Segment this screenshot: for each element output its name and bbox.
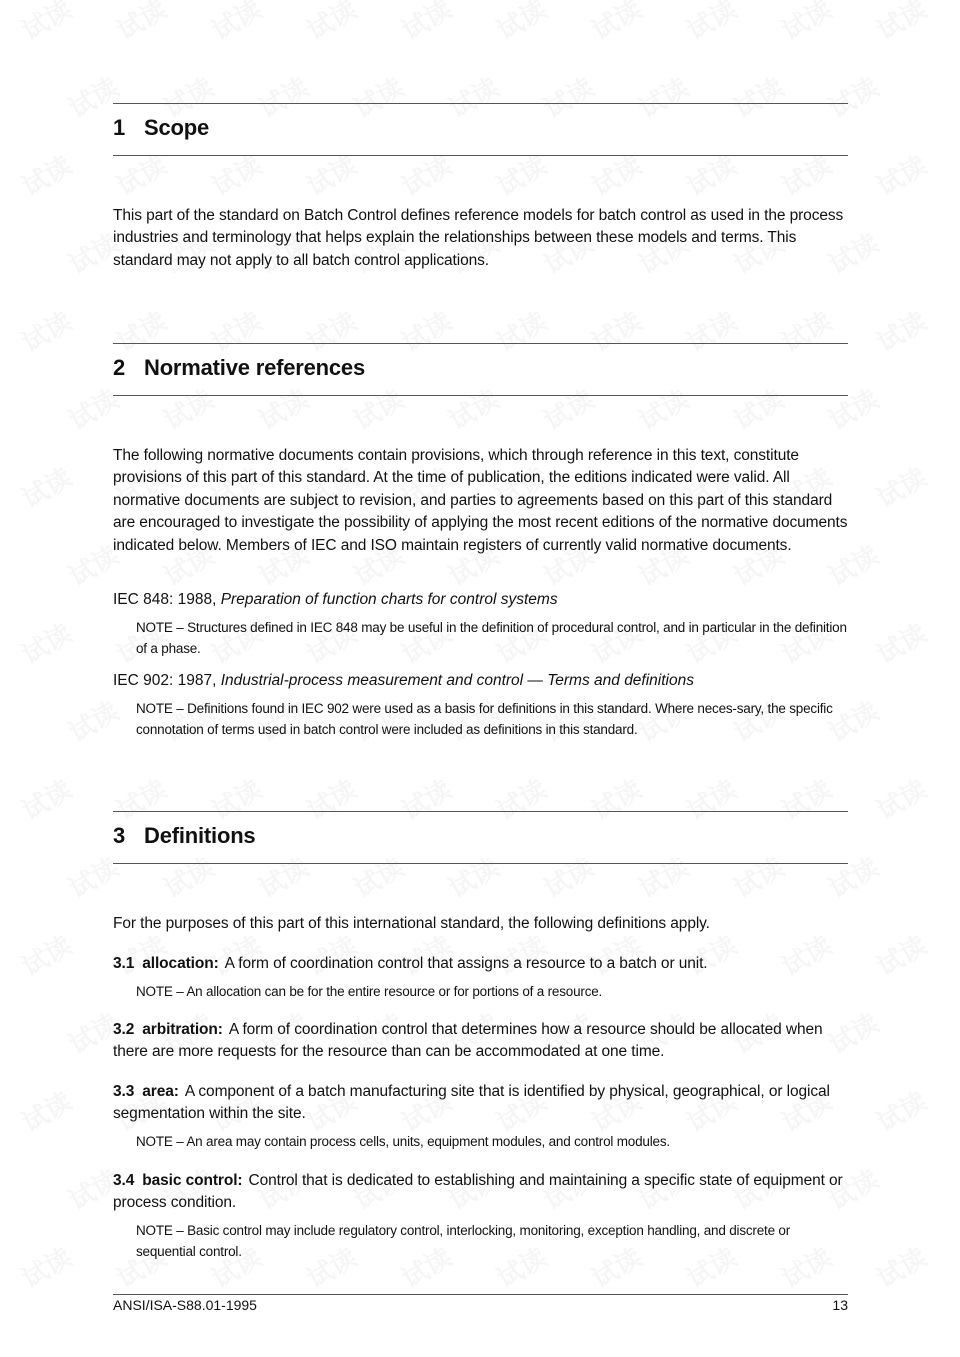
watermark-text	[14, 301, 78, 359]
watermark-text	[489, 0, 553, 48]
footer-doc-id: ANSI/ISA-S88.01-1995	[113, 1297, 257, 1313]
definition-allocation	[113, 953, 848, 975]
watermark-text	[394, 769, 458, 827]
section-rule-bottom	[113, 395, 848, 396]
watermark-text	[346, 379, 410, 437]
section-rule-top	[113, 103, 848, 104]
section-number: 1	[113, 115, 126, 140]
definition-term: arbitration:	[142, 1021, 223, 1038]
watermark-text	[61, 691, 125, 749]
watermark-text	[869, 1081, 933, 1139]
watermark-text	[299, 301, 363, 359]
watermark-text	[251, 379, 315, 437]
definition-text: A component of a batch manufacturing site that is identified by physical, geographical, or logical segmentation within the site.	[113, 1083, 830, 1123]
definition-arbitration	[113, 1019, 848, 1064]
reference-id: IEC 848: 1988,	[113, 591, 221, 608]
watermark-text	[109, 769, 173, 827]
watermark-text	[869, 613, 933, 671]
definition-term: allocation:	[142, 955, 219, 972]
watermark-text	[631, 847, 695, 905]
watermark-text	[299, 0, 363, 48]
footer-rule	[113, 1294, 848, 1295]
section-rule-top	[113, 343, 848, 344]
watermark-text	[774, 0, 838, 48]
definition-text: Control that is dedicated to establishing and maintaining a specific state of equipment or process condition.	[113, 1172, 843, 1212]
watermark-text	[536, 379, 600, 437]
watermark-text	[251, 847, 315, 905]
definition-note: NOTE – An allocation can be for the entire resource or for portions of a resource.	[136, 984, 603, 999]
definition-number: 3.1	[113, 955, 135, 972]
watermark-text	[14, 0, 78, 48]
watermark-text	[774, 301, 838, 359]
watermark-text	[346, 847, 410, 905]
reference-title: Industrial-process measurement and control — Terms and definitions	[220, 672, 694, 689]
watermark-text	[869, 0, 933, 48]
watermark-text	[869, 457, 933, 515]
reference-note: NOTE – Definitions found in IEC 902 were used as a basis for definitions in this standard. Where neces-sary, the specific connotation of terms used in batch control were included as definitions in this standard.	[136, 701, 833, 737]
watermark-text	[584, 0, 648, 48]
reference-iec-848	[113, 589, 848, 611]
watermark-text	[109, 0, 173, 48]
watermark-text	[204, 301, 268, 359]
reference-iec-902	[113, 670, 848, 692]
section-rule-bottom	[113, 863, 848, 864]
definition-text: A form of coordination control that assigns a resource to a batch or unit.	[224, 955, 708, 972]
watermark-text	[631, 379, 695, 437]
watermark-text	[204, 0, 268, 48]
watermark-text	[536, 847, 600, 905]
watermark-text	[346, 67, 410, 125]
reference-note: NOTE – Structures defined in IEC 848 may be useful in the definition of procedural control, and in particular in the definition of a phase.	[136, 620, 847, 656]
watermark-text	[394, 301, 458, 359]
section-number: 3	[113, 823, 126, 848]
watermark-text	[156, 379, 220, 437]
watermark-text	[821, 67, 885, 125]
section-title: Scope	[144, 115, 210, 140]
definitions-intro: For the purposes of this part of this international standard, the following definitions apply.	[113, 915, 710, 932]
section-heading-definitions	[113, 823, 255, 849]
watermark-text	[869, 1237, 933, 1295]
watermark-text	[109, 301, 173, 359]
watermark-text	[14, 145, 78, 203]
reference-id: IEC 902: 1987,	[113, 672, 221, 689]
definition-term: basic control:	[142, 1172, 243, 1189]
watermark-text	[821, 379, 885, 437]
watermark-text	[14, 1081, 78, 1139]
watermark-text	[14, 613, 78, 671]
scope-paragraph: This part of the standard on Batch Control defines reference models for batch control as used in the process industries and terminology that helps explain the relationships between these models and terms. This standard may not apply to all batch control applications.	[113, 207, 844, 269]
watermark-text	[679, 769, 743, 827]
footer-page-number: 13	[832, 1297, 848, 1313]
watermark-text	[14, 769, 78, 827]
watermark-text	[61, 379, 125, 437]
watermark-text	[821, 847, 885, 905]
watermark-text	[631, 67, 695, 125]
watermark-text	[156, 847, 220, 905]
watermark-text	[679, 0, 743, 48]
watermark-text	[61, 847, 125, 905]
watermark-text	[14, 1237, 78, 1295]
section-rule-bottom	[113, 155, 848, 156]
watermark-text	[14, 925, 78, 983]
definition-number: 3.4	[113, 1172, 135, 1189]
watermark-text	[584, 769, 648, 827]
definition-note: NOTE – Basic control may include regulatory control, interlocking, monitoring, exception handling, and discrete or sequential control.	[136, 1223, 791, 1259]
watermark-text	[394, 0, 458, 48]
definition-area	[113, 1081, 848, 1126]
watermark-text	[726, 847, 790, 905]
definition-number: 3.2	[113, 1021, 135, 1038]
definition-basic-control	[113, 1170, 848, 1215]
watermark-text	[299, 769, 363, 827]
watermark-text	[726, 379, 790, 437]
watermark-text	[869, 145, 933, 203]
watermark-text	[679, 301, 743, 359]
section-heading-scope	[113, 115, 209, 141]
section-number: 2	[113, 355, 126, 380]
definition-number: 3.3	[113, 1083, 135, 1100]
watermark-text	[441, 379, 505, 437]
definition-note: NOTE – An area may contain process cells, units, equipment modules, and control modules.	[136, 1134, 670, 1149]
reference-title: Preparation of function charts for control systems	[220, 591, 558, 608]
section-heading-normative-references	[113, 355, 365, 381]
definition-text: A form of coordination control that determines how a resource should be allocated when there are more requests for the resource than can be accommodated at one time.	[113, 1021, 823, 1061]
watermark-text	[441, 67, 505, 125]
watermark-text	[726, 67, 790, 125]
watermark-text	[441, 847, 505, 905]
watermark-text	[204, 769, 268, 827]
watermark-text	[251, 67, 315, 125]
watermark-text	[489, 769, 553, 827]
definition-term: area:	[142, 1083, 179, 1100]
watermark-text	[536, 67, 600, 125]
watermark-text	[584, 301, 648, 359]
normative-paragraph: The following normative documents contain provisions, which through reference in this text, constitute provisions of this part of this standard. At the time of publication, the editions indicated were valid. All normative documents are subject to revision, and parties to agreements based on this part of this standard are encouraged to investigate the possibility of applying the most recent editions of the normative documents indicated below. Members of IEC and ISO maintain registers of currently valid normative documents.	[113, 447, 848, 554]
section-rule-top	[113, 811, 848, 812]
section-title: Definitions	[144, 823, 256, 848]
watermark-text	[869, 925, 933, 983]
watermark-text	[774, 769, 838, 827]
watermark-text	[489, 301, 553, 359]
watermark-text	[869, 301, 933, 359]
watermark-text	[869, 769, 933, 827]
section-title: Normative references	[144, 355, 366, 380]
watermark-text	[14, 457, 78, 515]
